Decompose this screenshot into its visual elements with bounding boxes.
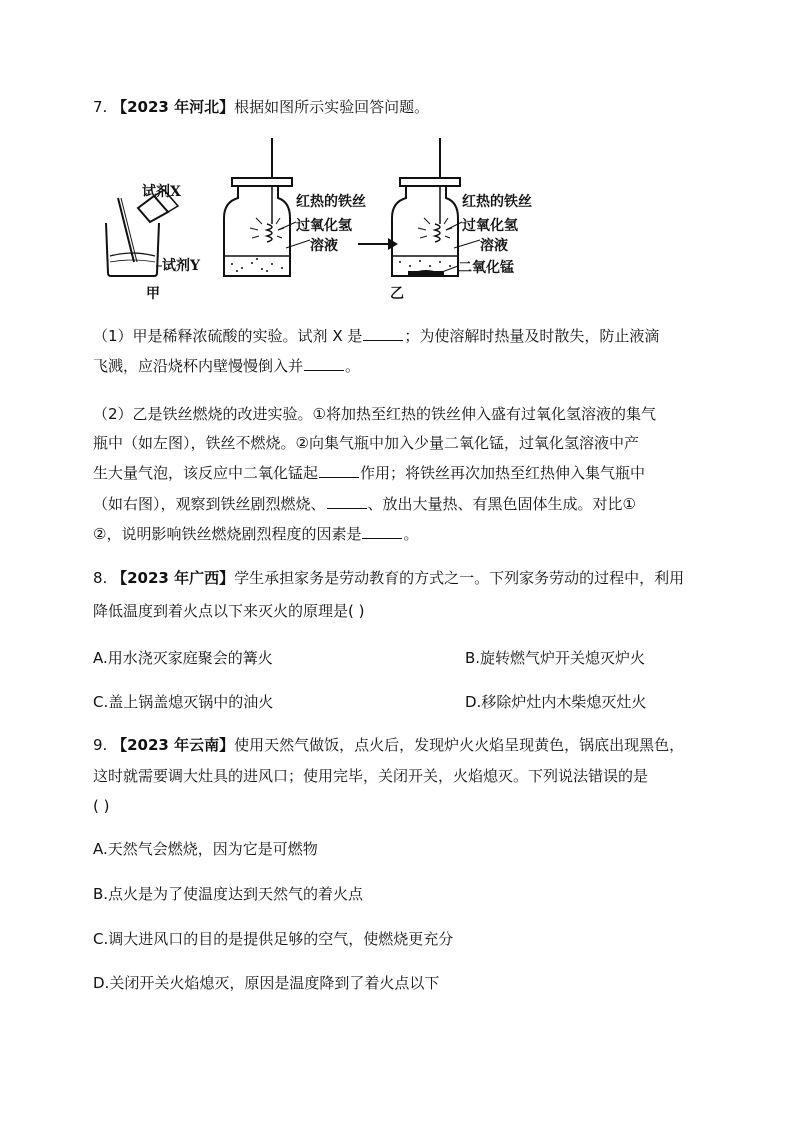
q7-part1-line2 — [93, 356, 360, 376]
q7-part2-text-a: 生大量气泡，该反应中二氧化锰起 — [93, 464, 319, 482]
q9-stem-line1 — [93, 735, 684, 755]
q9-stem-text: 使用天然气做饭，点火后，发现炉火火焰呈现黄色，锅底出现黑色， — [234, 736, 685, 754]
q8-stem-line2: 降低温度到着火点以下来灭火的原理是( ) — [93, 602, 365, 620]
q9-stem-line3: ( ) — [93, 797, 110, 815]
q7-part2-line1: （2）乙是铁丝燃烧的改进实验。①将加热至红热的铁丝伸入盛有过氧化氢溶液的集气 — [93, 405, 656, 423]
beaker-diagram — [106, 183, 201, 302]
left-bottle-label-h2o2: 过氧化氢 — [296, 218, 352, 234]
q7-part1-text-b: ；为使溶解时热量及时散失，防止液滴 — [404, 327, 660, 345]
q7-part2-text-c: （如右图），观察到铁丝剧烈燃烧、 — [93, 495, 326, 513]
answer-blank[interactable] — [304, 356, 344, 371]
q7-part2-line5 — [93, 524, 418, 544]
q9-option-b[interactable]: B.点火是为了使温度达到天然气的着火点 — [93, 885, 364, 903]
q7-part1-text-a: （1）甲是稀释浓硫酸的实验。试剂 X 是 — [93, 327, 363, 345]
answer-blank[interactable] — [327, 494, 367, 509]
left-bottle-label-solution: 溶液 — [310, 238, 338, 254]
label-jia: 甲 — [146, 286, 160, 302]
q7-experiment-figure — [96, 138, 536, 308]
q7-part2-line2: 瓶中（如左图），铁丝不燃烧。②向集气瓶中加入少量二氧化锰，过氧化氢溶液中产 — [93, 434, 639, 452]
q7-part1-line1 — [93, 326, 659, 346]
q7-part2-line4 — [93, 494, 636, 514]
q8-options-row2 — [93, 692, 647, 712]
right-bottle-label-mno2: 二氧化锰 — [458, 260, 514, 276]
left-bottle-label-wire: 红热的铁丝 — [296, 194, 366, 210]
right-bottle-label-h2o2: 过氧化氢 — [462, 218, 518, 234]
q7-part1-text-d: 。 — [345, 357, 361, 375]
q7-source: 【2023 年河北】 — [112, 98, 235, 116]
q9-option-a[interactable]: A.天然气会燃烧，因为它是可燃物 — [93, 840, 318, 858]
answer-blank[interactable] — [363, 326, 403, 341]
q8-option-b[interactable]: B.旋转燃气炉开关熄灭炉火 — [465, 649, 646, 667]
q7-part2-text-d: 、放出大量热、有黑色固体生成。对比① — [367, 495, 636, 513]
q7-title — [93, 97, 429, 117]
q8-option-d[interactable]: D.移除炉灶内木柴熄灭灶火 — [465, 693, 647, 711]
q7-stem: 根据如图所示实验回答问题。 — [234, 98, 430, 116]
label-yi: 乙 — [390, 286, 404, 302]
q9-option-c[interactable]: C.调大进风口的目的是提供足够的空气，使燃烧更充分 — [93, 930, 454, 948]
left-gas-bottle — [224, 138, 366, 276]
q8-stem-text: 学生承担家务是劳动教育的方式之一。下列家务劳动的过程中，利用 — [234, 569, 685, 587]
q7-number: 7. — [93, 98, 108, 116]
q7-part2-text-b: 作用；将铁丝再次加热至红热伸入集气瓶中 — [360, 464, 646, 482]
right-gas-bottle — [390, 138, 532, 302]
q8-source: 【2023 年广西】 — [112, 569, 235, 587]
q9-number: 9. — [93, 736, 108, 754]
reagent-x-label: 试剂X — [142, 184, 181, 200]
q9-option-d[interactable]: D.关闭开关火焰熄灭，原因是温度降到了着火点以下 — [93, 974, 440, 992]
q8-options-row1 — [93, 648, 646, 668]
q7-part2-line3 — [93, 463, 645, 483]
right-bottle-label-wire: 红热的铁丝 — [462, 194, 532, 210]
q8-option-c[interactable]: C.盖上锅盖熄灭锅中的油火 — [93, 693, 274, 711]
q8-stem-line1 — [93, 568, 684, 588]
right-bottle-label-solution: 溶液 — [480, 238, 508, 254]
answer-blank[interactable] — [319, 463, 359, 478]
q8-option-a[interactable]: A.用水浇灭家庭聚会的篝火 — [93, 649, 273, 667]
q7-part2-text-f: 。 — [403, 525, 419, 543]
reagent-y-label: 试剂Y — [162, 258, 200, 274]
q7-part1-text-c: 飞溅，应沿烧杯内壁慢慢倒入并 — [93, 357, 304, 375]
q9-stem-line2: 这时就需要调大灶具的进风口；使用完毕，关闭开关，火焰熄灭。下列说法错误的是 — [93, 767, 649, 785]
answer-blank[interactable] — [362, 524, 402, 539]
q7-part2-text-e: ②，说明影响铁丝燃烧剧烈程度的因素是 — [93, 525, 362, 543]
q9-source: 【2023 年云南】 — [112, 736, 235, 754]
q8-number: 8. — [93, 569, 108, 587]
